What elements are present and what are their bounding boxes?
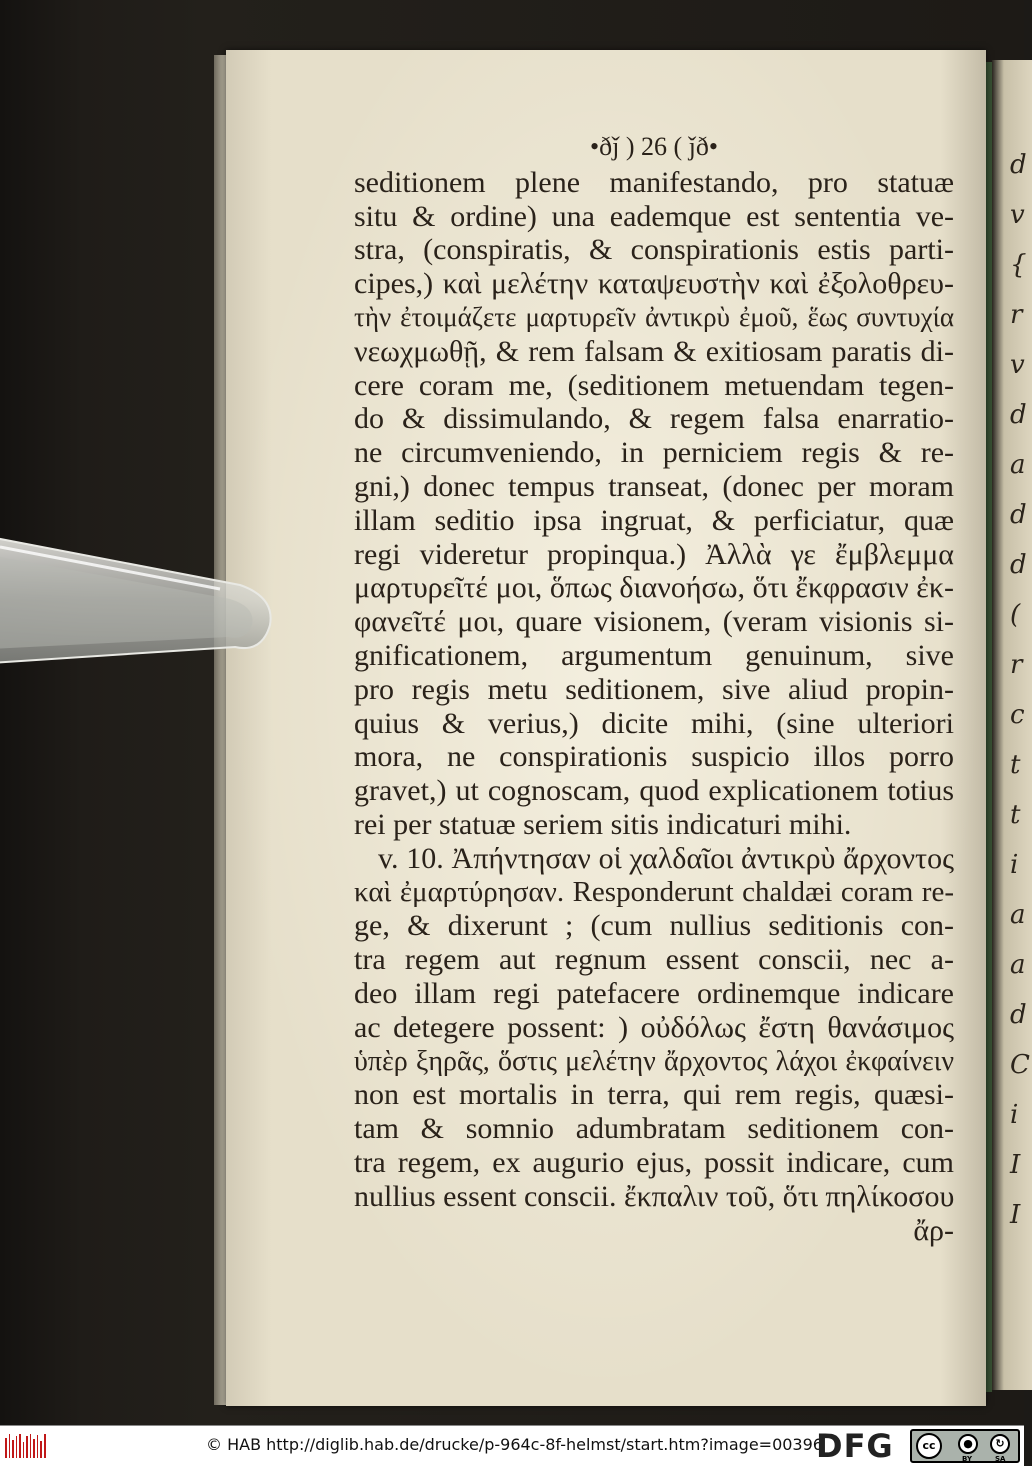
text-line: cipes,) καὶ μελέτην καταψευστὴν καὶ ἐξολοθρευ- [354,267,954,301]
text-line: quius & verius,) dicite mihi, (sine ulteriori [354,706,954,740]
edge-letter: r [1010,300,1023,330]
text-line: gni,) donec tempus transeat, (donec per moram [354,469,954,503]
edge-letter: I [1010,1200,1021,1230]
text-line: τὴν ἐτοιμάζετε μαρτυρεῖν ἀντικρὺ ἐμοῦ, ἕως συντυχία [354,301,954,332]
edge-letter: a [1010,950,1026,980]
footer-bar [0,1425,1024,1466]
edge-letter: d [1010,550,1027,580]
page-holder-clip [0,525,280,675]
text-line: illam seditio ipsa ingruat, & perficiatur, quæ [354,503,954,537]
barcode-icon [4,1432,48,1460]
page-text [354,130,954,1247]
copyright-url-text[interactable]: © HAB http://diglib.hab.de/drucke/p-964c-8f-helmst/start.htm?image=00396 [206,1435,823,1454]
text-line: nullius essent conscii. ἔκπαλιν τοῦ, ὅτι πηλίκοσου [354,1179,955,1213]
text-line: mora, ne conspirationis suspicio illos porro [354,740,954,774]
text-line: seditionem plene manifestando, pro statuæ [354,165,954,199]
text-line: μαρτυρεῖτέ μοι, ὅπως διανοήσω, ὅτι ἔκφρασιν ἐκ- [354,571,954,605]
text-line: v. 10. Ἀπήντησαν οἱ χαλδαῖοι ἀντικρὺ ἄρχοντος [378,841,954,875]
text-lines [354,166,954,1248]
dfg-logo: DFG [816,1427,894,1465]
text-line: ge, & dixerunt ; (cum nullius seditionis con- [354,909,954,943]
edge-letter: ( [1010,600,1021,630]
edge-letter: v [1010,350,1025,380]
edge-letter: d [1010,500,1027,530]
text-line: rei per statuæ seriem sitis indicaturi mihi. [354,807,852,841]
text-line: tra regem aut regnum essent conscii, nec a- [354,943,954,977]
text-line: stra, (conspiratis, & conspirationis estis parti- [354,233,954,267]
page-header: •ðǰ ) 26 ( ǰð• [590,132,718,161]
text-line: φανεῖτέ μοι, quare visionem, (veram visionis si- [354,605,954,639]
text-line: situ & ordine) una eademque est sententia ve- [354,199,954,233]
share-alike-icon: ↻ [990,1434,1010,1454]
text-line: tra regem, ex augurio ejus, possit indicare, cum [354,1145,954,1179]
text-line: ac detegere possent: ) οὐδόλως ἔστη θανάσιμος [354,1010,954,1044]
edge-letter: t [1010,800,1021,830]
text-line: ne circumveniendo, in perniciem regis & re- [354,436,954,470]
sa-label: SA [995,1455,1006,1463]
edge-letter: C [1010,1050,1030,1080]
by-label: BY [962,1455,973,1463]
right-page-edge-letters [1008,150,1030,1250]
text-line: do & dissimulando, & regem falsa enarratio- [354,402,954,436]
edge-letter: t [1010,750,1021,780]
text-line: ὑπὲρ ξηρᾶς, ὅστις μελέτην ἄρχοντος λάχοι ἐκφαίνειν [354,1045,954,1077]
edge-letter: a [1010,900,1026,930]
cc-icon: cc [916,1433,942,1459]
text-line: καὶ ἐμαρτύρησαν. Responderunt chaldæi coram re- [354,875,954,908]
text-line: ἄρ- [913,1213,954,1247]
text-line: pro regis metu seditionem, sive aliud propin- [354,672,954,706]
edge-letter: i [1010,850,1019,880]
edge-letter: i [1010,1100,1019,1130]
binding-strip [986,62,992,1392]
text-line: deo illam regi patefacere ordinemque indicare [354,976,954,1010]
text-line: non est mortalis in terra, qui rem regis, quæsi- [354,1078,954,1112]
edge-letter: I [1010,1150,1021,1180]
edge-letter: v [1010,200,1025,230]
edge-letter: { [1010,250,1027,280]
edge-letter: a [1010,450,1026,480]
edge-letter: r [1010,650,1023,680]
text-line: tam & somnio adumbratam seditionem con- [354,1112,954,1146]
cc-license-badge[interactable] [910,1429,1020,1463]
edge-letter: d [1010,150,1027,180]
text-line: gnificationem, argumentum genuinum, sive [354,638,954,672]
text-line: regi videretur propinqua.) Ἀλλὰ γε ἔμβλεμμα [354,537,954,571]
text-line: cere coram me, (seditionem metuendam tegen- [354,368,954,402]
text-line: gravet,) ut cognoscam, quod explicationem totius [354,774,954,808]
edge-letter: d [1010,400,1027,430]
attribution-icon: ● [958,1434,978,1454]
edge-letter: d [1010,1000,1027,1030]
edge-letter: c [1010,700,1025,730]
text-line: νεωχμωθῇ, & rem falsam & exitiosam paratis di- [354,334,954,368]
